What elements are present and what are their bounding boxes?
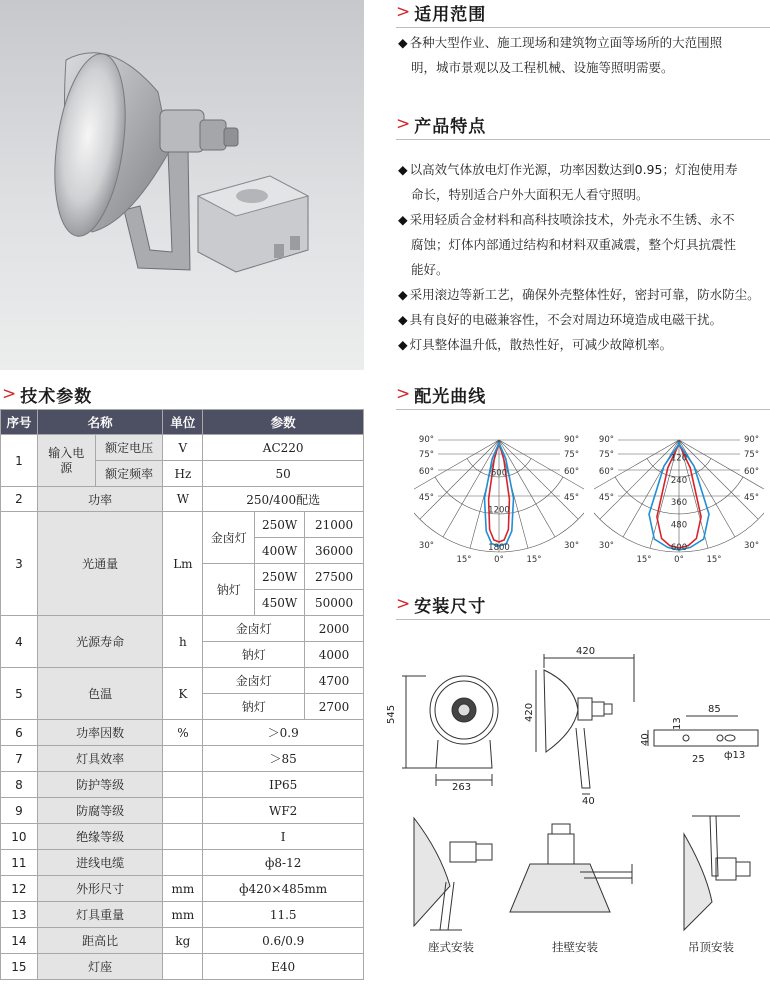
polar-label: 0°	[494, 555, 504, 565]
dimension-drawings	[386, 640, 770, 810]
polar-label: 60°	[564, 467, 580, 477]
feature-line: ◆ 灯具整体温升低，散热性好，可减少故障机率。	[398, 337, 673, 352]
polar-label: 15°	[706, 555, 722, 565]
section-curve-heading: > 配光曲线	[396, 384, 487, 407]
divider	[396, 27, 770, 28]
table-row: 10 绝缘等级 I	[1, 824, 364, 850]
table-row: 15 灯座 E40	[1, 954, 364, 980]
polar-label: 75°	[598, 450, 614, 460]
feature-line: ◆ 具有良好的电磁兼容性，不会对周边环境造成电磁干扰。	[398, 312, 723, 327]
polar-label: 1200	[488, 505, 510, 516]
polar-label: 15°	[636, 555, 652, 565]
polar-label: 480	[670, 520, 688, 531]
polar-label: 0°	[674, 555, 684, 565]
section-tech-heading: > 技术参数	[2, 384, 93, 407]
feature-line: ◆ 以高效气体放电灯作光源，功率因数达到0.95；灯泡使用寿	[398, 162, 738, 177]
table-row: 4 光源寿命 h 金卤灯 2000	[1, 616, 364, 642]
install-caption-seat: 座式安装	[428, 940, 474, 954]
divider	[396, 139, 770, 140]
spec-table	[0, 409, 364, 980]
table-row: 额定频率 Hz 50	[1, 461, 364, 487]
dim-bracket-hole: ф13	[724, 750, 746, 761]
feature-line: 命长，特别适合户外大面积无人看守照明。	[411, 187, 649, 202]
polar-label: 90°	[564, 435, 580, 445]
polar-label: 90°	[598, 435, 614, 445]
polar-label: 360	[670, 498, 688, 509]
polar-label: 600	[490, 468, 508, 479]
table-row: 6 功率因数 % ＞0.9	[1, 720, 364, 746]
table-row: 14 距高比 kg 0.6/0.9	[1, 928, 364, 954]
polar-label: 60°	[744, 467, 760, 477]
polar-label: 1800	[488, 543, 510, 553]
product-photo	[0, 0, 364, 370]
polar-label: 30°	[744, 541, 760, 551]
installation-drawings	[400, 812, 770, 938]
dim-bracket-40: 40	[640, 733, 651, 746]
header-unit: 单位	[163, 410, 203, 435]
feature-line: 腐蚀；灯体内部通过结构和材料双重减震，整个灯具抗震性	[411, 237, 737, 252]
feature-line: 能好。	[411, 262, 449, 277]
table-row: 钠灯 2700	[1, 694, 364, 720]
feature-line: ◆ 采用轻质合金材料和高科技喷涂技术，外壳永不生锈、永不	[398, 212, 735, 227]
polar-label: 30°	[598, 541, 614, 551]
dim-bracket-13: 13	[672, 717, 683, 730]
polar-label: 75°	[564, 450, 580, 460]
polar-label: 30°	[564, 541, 580, 551]
header-param: 参数	[203, 410, 364, 435]
scope-line: ◆ 各种大型作业、施工现场和建筑物立面等场所的大范围照	[398, 35, 723, 50]
dim-bracket-85: 85	[708, 704, 721, 715]
table-row: 7 灯具效率 ＞85	[1, 746, 364, 772]
section-features-heading: > 产品特点	[396, 114, 487, 137]
polar-label: 45°	[564, 493, 580, 503]
polar-label: 90°	[418, 435, 434, 445]
polar-label: 75°	[418, 450, 434, 460]
polar-label: 600	[670, 543, 688, 553]
polar-label: 240	[670, 475, 688, 486]
install-caption-ceiling: 吊顶安装	[688, 940, 734, 954]
header-no: 序号	[1, 410, 38, 435]
polar-label: 45°	[418, 493, 434, 503]
dim-side-height: 420	[524, 702, 535, 722]
table-row: 400W 36000	[1, 538, 364, 564]
table-row: 2 功率 W 250/400配选	[1, 487, 364, 512]
dim-side-width: 420	[576, 646, 596, 657]
divider	[396, 619, 770, 620]
table-row: 13 灯具重量 mm 11.5	[1, 902, 364, 928]
table-row: 3 光通量 Lm 金卤灯 250W 21000	[1, 512, 364, 538]
table-row: 1 输入电源 额定电压 V AC220	[1, 435, 364, 461]
polar-label: 75°	[744, 450, 760, 460]
table-row: 钠灯 4000	[1, 642, 364, 668]
polar-label: 15°	[456, 555, 472, 565]
table-row: 12 外形尺寸 mm ф420×485mm	[1, 876, 364, 902]
table-row: 11 进线电缆 ф8-12	[1, 850, 364, 876]
install-caption-wall: 挂壁安装	[552, 940, 598, 954]
polar-label: 45°	[598, 493, 614, 503]
table-row: 钠灯 250W 27500	[1, 564, 364, 590]
polar-label: 120	[670, 453, 688, 464]
light-distribution-curve-2	[594, 430, 764, 570]
polar-label: 60°	[418, 467, 434, 477]
dim-side-base: 40	[582, 796, 595, 807]
dim-front-height: 545	[386, 704, 397, 724]
table-row: 450W 50000	[1, 590, 364, 616]
polar-label: 45°	[744, 493, 760, 503]
table-row: 9 防腐等级 WF2	[1, 798, 364, 824]
divider	[396, 409, 770, 410]
dim-front-width: 263	[452, 782, 472, 793]
floodlight-image	[0, 0, 364, 370]
dim-bracket-25: 25	[692, 754, 705, 765]
polar-label: 15°	[526, 555, 542, 565]
polar-label: 60°	[598, 467, 614, 477]
polar-label: 90°	[744, 435, 760, 445]
table-row: 8 防护等级 IP65	[1, 772, 364, 798]
section-install-heading: > 安装尺寸	[396, 594, 487, 617]
feature-line: ◆ 采用滚边等新工艺，确保外壳整体性好，密封可靠，防水防尘。	[398, 287, 760, 302]
header-name: 名称	[37, 410, 163, 435]
light-distribution-curve-1	[414, 430, 584, 570]
polar-label: 30°	[418, 541, 434, 551]
table-row: 5 色温 K 金卤灯 4700	[1, 668, 364, 694]
scope-line: 明，城市景观以及工程机械、设施等照明需要。	[411, 60, 674, 75]
section-scope-heading: > 适用范围	[396, 2, 487, 25]
